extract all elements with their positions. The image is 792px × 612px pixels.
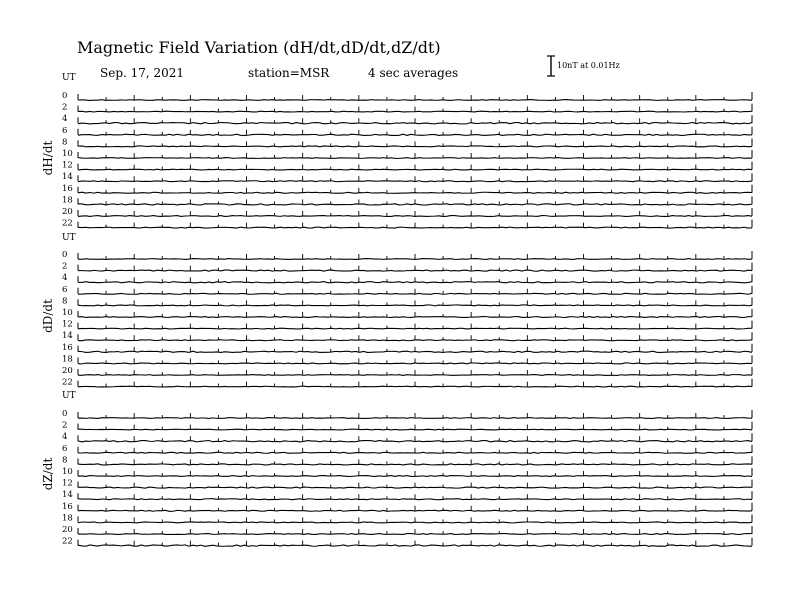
row-hour-label: 22: [62, 377, 73, 388]
row-hour-label: 12: [62, 160, 73, 171]
row-hour-label: 6: [62, 443, 68, 454]
panel-ylabel: dZ/dt: [41, 457, 55, 491]
row-hour-label: 2: [62, 420, 68, 431]
ut-axis-label: UT: [62, 391, 76, 401]
row-hour-label: 20: [62, 366, 73, 376]
row-hour-label: 0: [62, 409, 68, 419]
scale-label: 10nT at 0.01Hz: [557, 61, 620, 70]
panel-ylabel: dD/dt: [41, 299, 55, 333]
row-hour-label: 18: [62, 513, 73, 524]
row-hour-label: 10: [62, 308, 73, 318]
row-hour-label: 2: [62, 102, 68, 113]
station-label: station=MSR: [248, 66, 330, 80]
row-hour-label: 2: [62, 261, 68, 272]
row-hour-label: 16: [62, 342, 73, 353]
row-hour-label: 20: [62, 207, 73, 217]
ut-axis-label: UT: [62, 73, 76, 83]
row-hour-label: 22: [62, 218, 73, 229]
panel-ylabel: dH/dt: [41, 140, 55, 176]
row-hour-label: 6: [62, 125, 68, 136]
averaging-label: 4 sec averages: [368, 66, 459, 80]
chart-title: Magnetic Field Variation (dH/dt,dD/dt,dZ/dt): [77, 38, 441, 57]
row-hour-label: 14: [62, 490, 73, 501]
row-hour-label: 14: [62, 331, 73, 342]
row-hour-label: 0: [62, 91, 68, 101]
row-hour-label: 10: [62, 149, 73, 159]
row-hour-label: 0: [62, 250, 68, 260]
row-hour-label: 4: [62, 114, 68, 125]
date-label: Sep. 17, 2021: [100, 66, 185, 80]
row-hour-label: 12: [62, 319, 73, 330]
ut-axis-label: UT: [62, 233, 76, 243]
row-hour-label: 18: [62, 195, 73, 206]
row-hour-label: 4: [62, 432, 68, 443]
row-hour-label: 20: [62, 525, 73, 535]
row-hour-label: 22: [62, 536, 73, 547]
row-hour-label: 8: [62, 137, 68, 148]
row-hour-label: 8: [62, 296, 68, 307]
row-hour-label: 6: [62, 284, 68, 295]
row-hour-label: 8: [62, 455, 68, 466]
row-hour-label: 16: [62, 183, 73, 194]
row-hour-label: 18: [62, 354, 73, 365]
row-hour-label: 14: [62, 172, 73, 183]
row-hour-label: 10: [62, 467, 73, 477]
row-hour-label: 4: [62, 273, 68, 284]
row-hour-label: 12: [62, 478, 73, 489]
row-hour-label: 16: [62, 501, 73, 512]
